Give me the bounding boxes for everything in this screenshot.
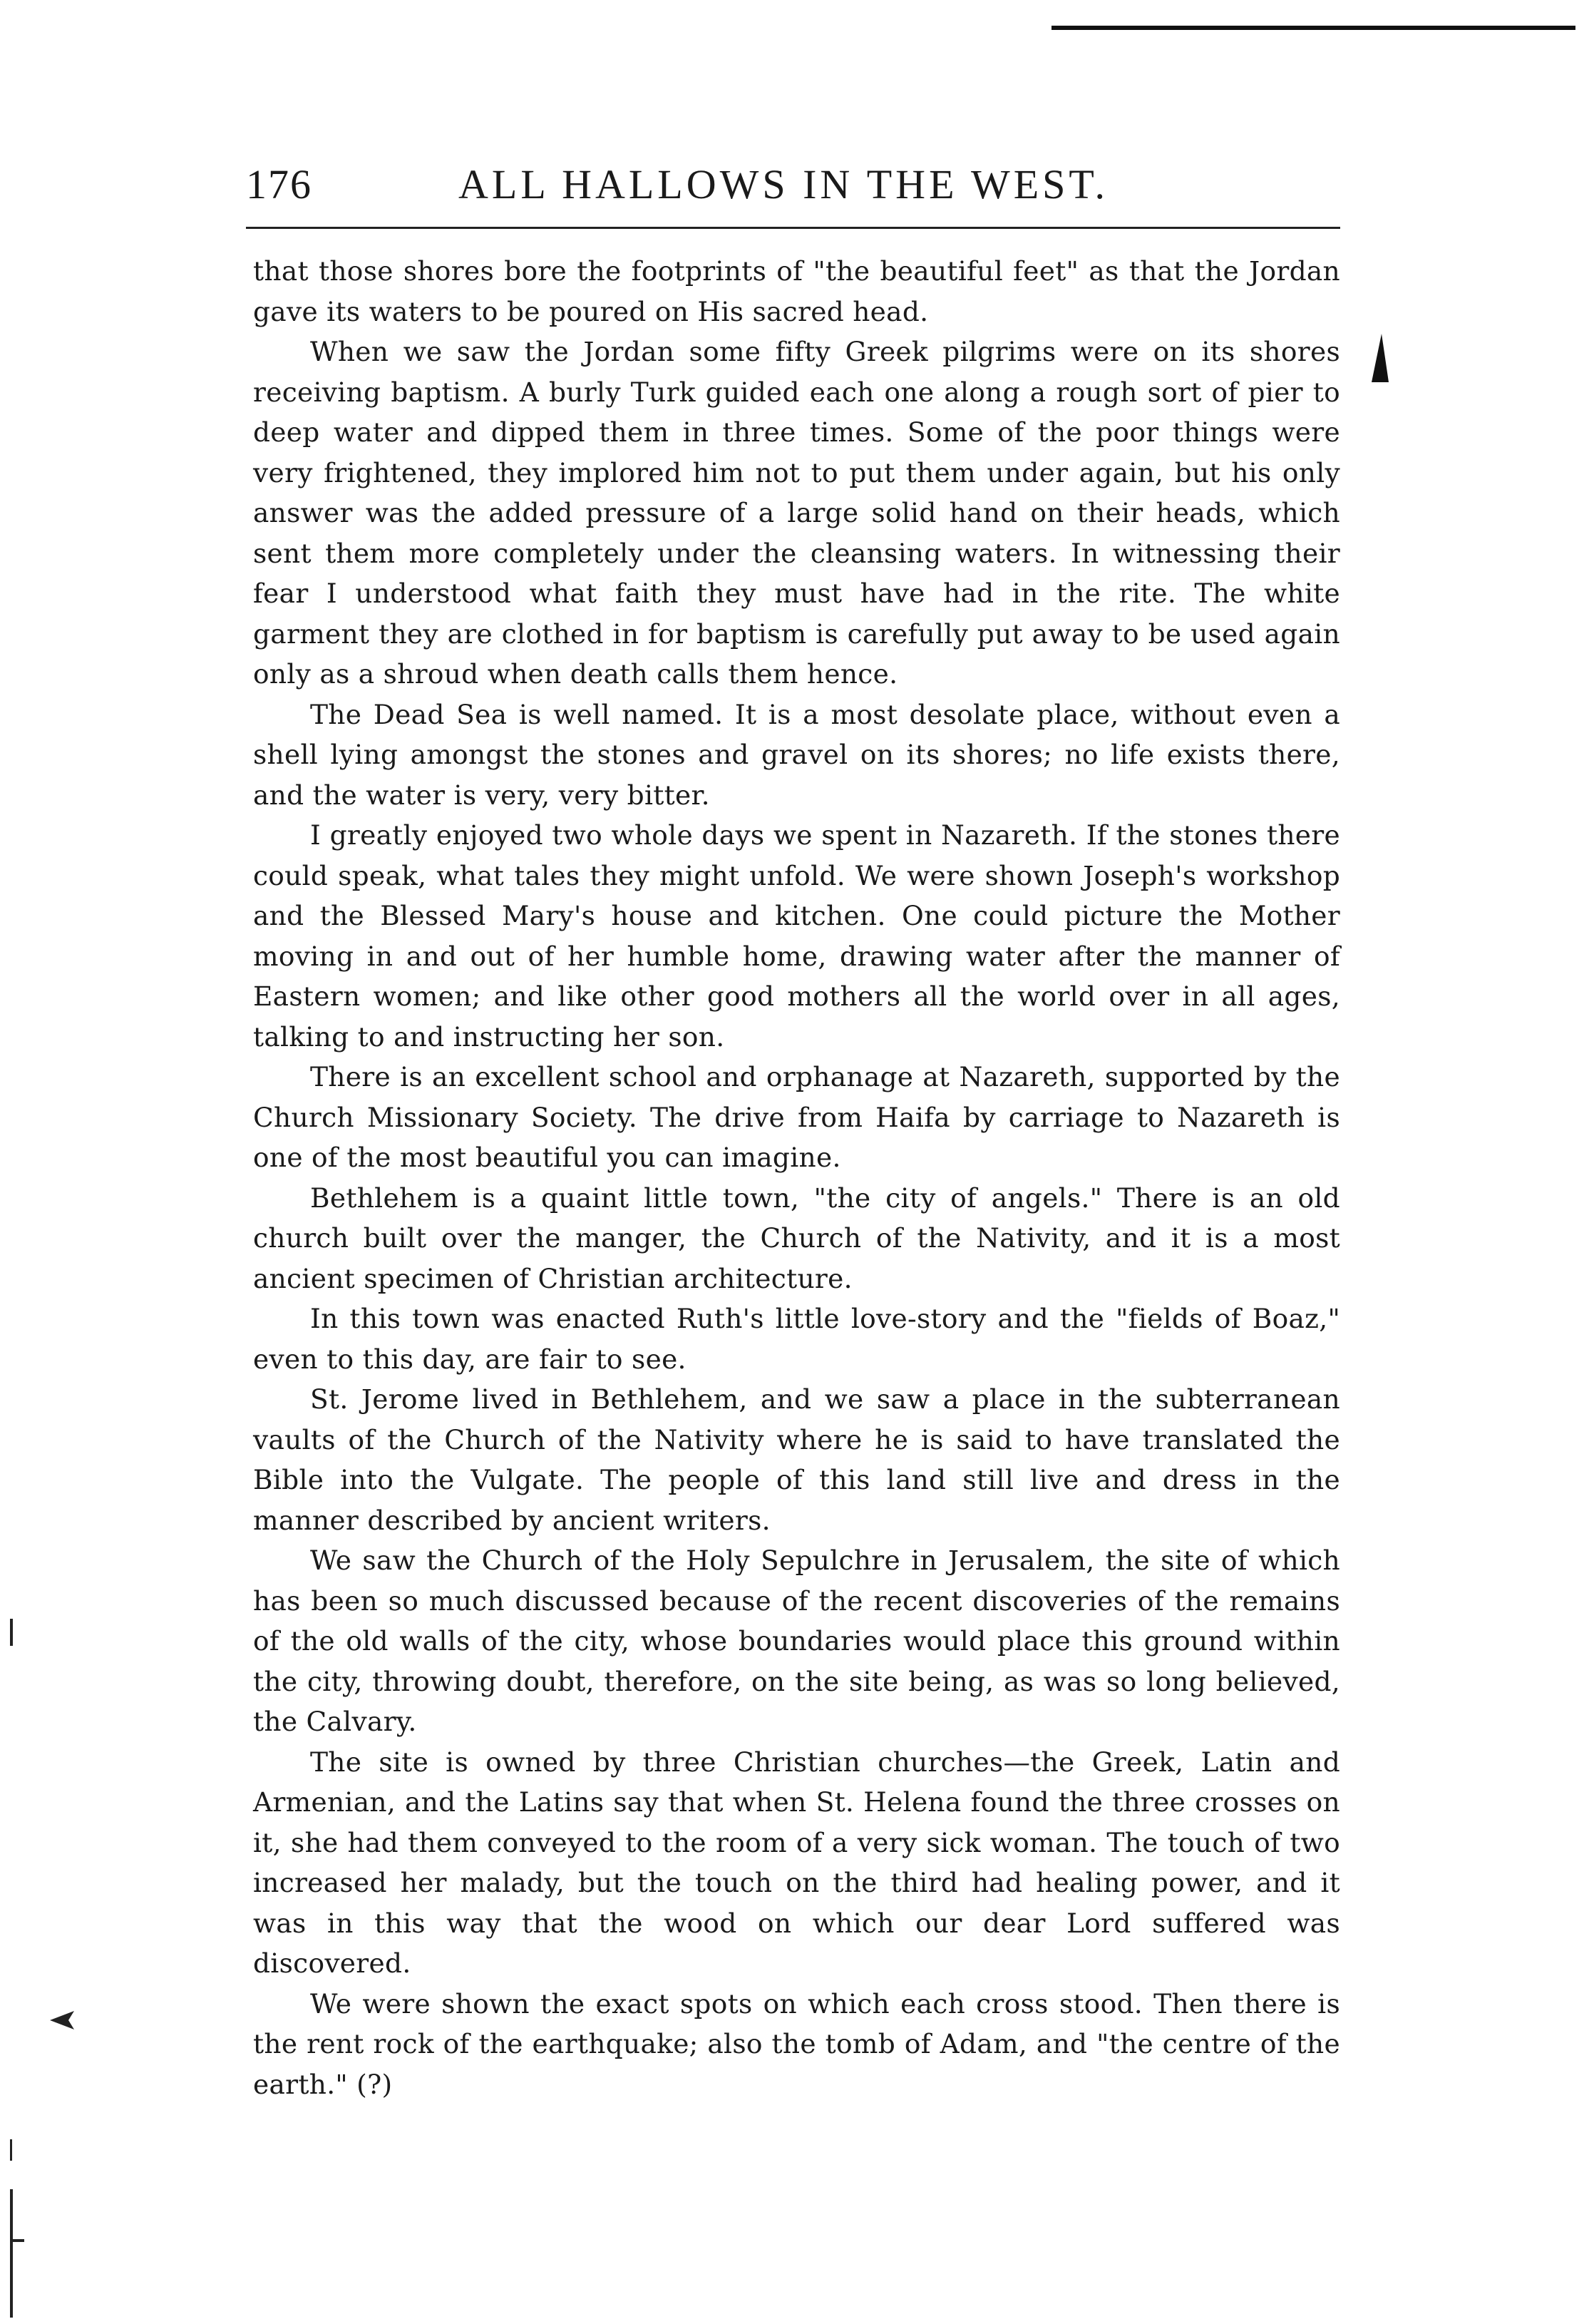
top-scan-rule bbox=[1051, 26, 1575, 30]
paragraph-7: In this town was enacted Ruth's little love-story and the "fields of Boaz," even to this day, are fair to see. bbox=[253, 1303, 1340, 1375]
paragraph-1: that those shores bore the footprints of "the beautiful feet" as that the Jordan gave its waters to be poured on His sacred head. bbox=[253, 255, 1340, 327]
paragraph-9: We saw the Church of the Holy Sepulchre in Jerusalem, the site of which has been so much discussed because of the recent discoveries of the remains of the old walls of the city, whose boundaries would place this ground within the city, throwing doubt, therefore, on the site being, as was so long believed, the Calvary. bbox=[253, 1545, 1340, 1737]
paragraph-2: When we saw the Jordan some fifty Greek pilgrims were on its shores receiving baptism. A burly Turk guided each one along a rough sort of pier to deep water and dipped them in three times. Some of the poor things were very frightened, they implored him not to put them under again, but his only answer was the added pressure of a large solid hand on their heads, which sent them more completely under the cleansing waters. In witnessing their fear I understood what faith they must have had in the rite. The white garment they are clothed in for baptism is carefully put away to be used again only as a shroud when death calls them hence. bbox=[253, 336, 1340, 690]
paragraph-11: We were shown the exact spots on which each cross stood. Then there is the rent rock of the earthquake; also the tomb of Adam, and "the centre of the earth." (?) bbox=[253, 1987, 1340, 2100]
paragraph-8: St. Jerome lived in Bethlehem, and we saw a place in the subterranean vaults of the Church of the Nativity where he is said to have translated the Bible into the Vulgate. The people of this land still live and dress in the manner described by ancient writers. bbox=[253, 1383, 1340, 1536]
edge-artifact-2 bbox=[10, 2139, 12, 2161]
header-rule bbox=[246, 227, 1340, 229]
paragraph-4: I greatly enjoyed two whole days we spent in Nazareth. If the stones there could speak, what tales they might unfold. We were shown Joseph's workshop and the Blessed Mary's house and kitchen. One could picture the Mother moving in and out of her humble home, drawing water after the manner of Eastern women; and like other good mothers all the world over in all ages, talking to and instructing her son. bbox=[253, 819, 1340, 1053]
edge-artifact-3 bbox=[10, 2189, 13, 2318]
edge-artifact-4 bbox=[10, 2239, 24, 2242]
body-text bbox=[253, 251, 1340, 2104]
paragraph-10: The site is owned by three Christian churches—the Greek, Latin and Armenian, and the Latins say that when St. Helena found the three crosses on it, she had them conveyed to the room of a very sick woman. The touch of two increased her malady, but the touch on the third had healing power, and it was in this way that the wood on which our dear Lord suffered was discovered. bbox=[253, 1746, 1340, 1979]
edge-artifact-1 bbox=[10, 1619, 13, 1646]
running-title: ALL HALLOWS IN THE WEST. bbox=[458, 161, 1109, 208]
page-number: 176 bbox=[246, 161, 312, 208]
paragraph-3: The Dead Sea is well named. It is a most desolate place, without even a shell lying amongst the stones and gravel on its shores; no life exists there, and the water is very, very bitter. bbox=[253, 698, 1340, 811]
page-header bbox=[246, 160, 1340, 225]
margin-ink-mark bbox=[1369, 334, 1390, 384]
paragraph-6: Bethlehem is a quaint little town, "the city of angels." There is an old church built over the manger, the Church of the Nativity, and it is a most ancient specimen of Christian architecture. bbox=[253, 1182, 1340, 1294]
paragraph-5: There is an excellent school and orphanage at Nazareth, supported by the Church Missionary Society. The drive from Haifa by carriage to Nazareth is one of the most beautiful you can imagine. bbox=[253, 1061, 1340, 1173]
margin-ink-arrow bbox=[50, 2011, 76, 2029]
